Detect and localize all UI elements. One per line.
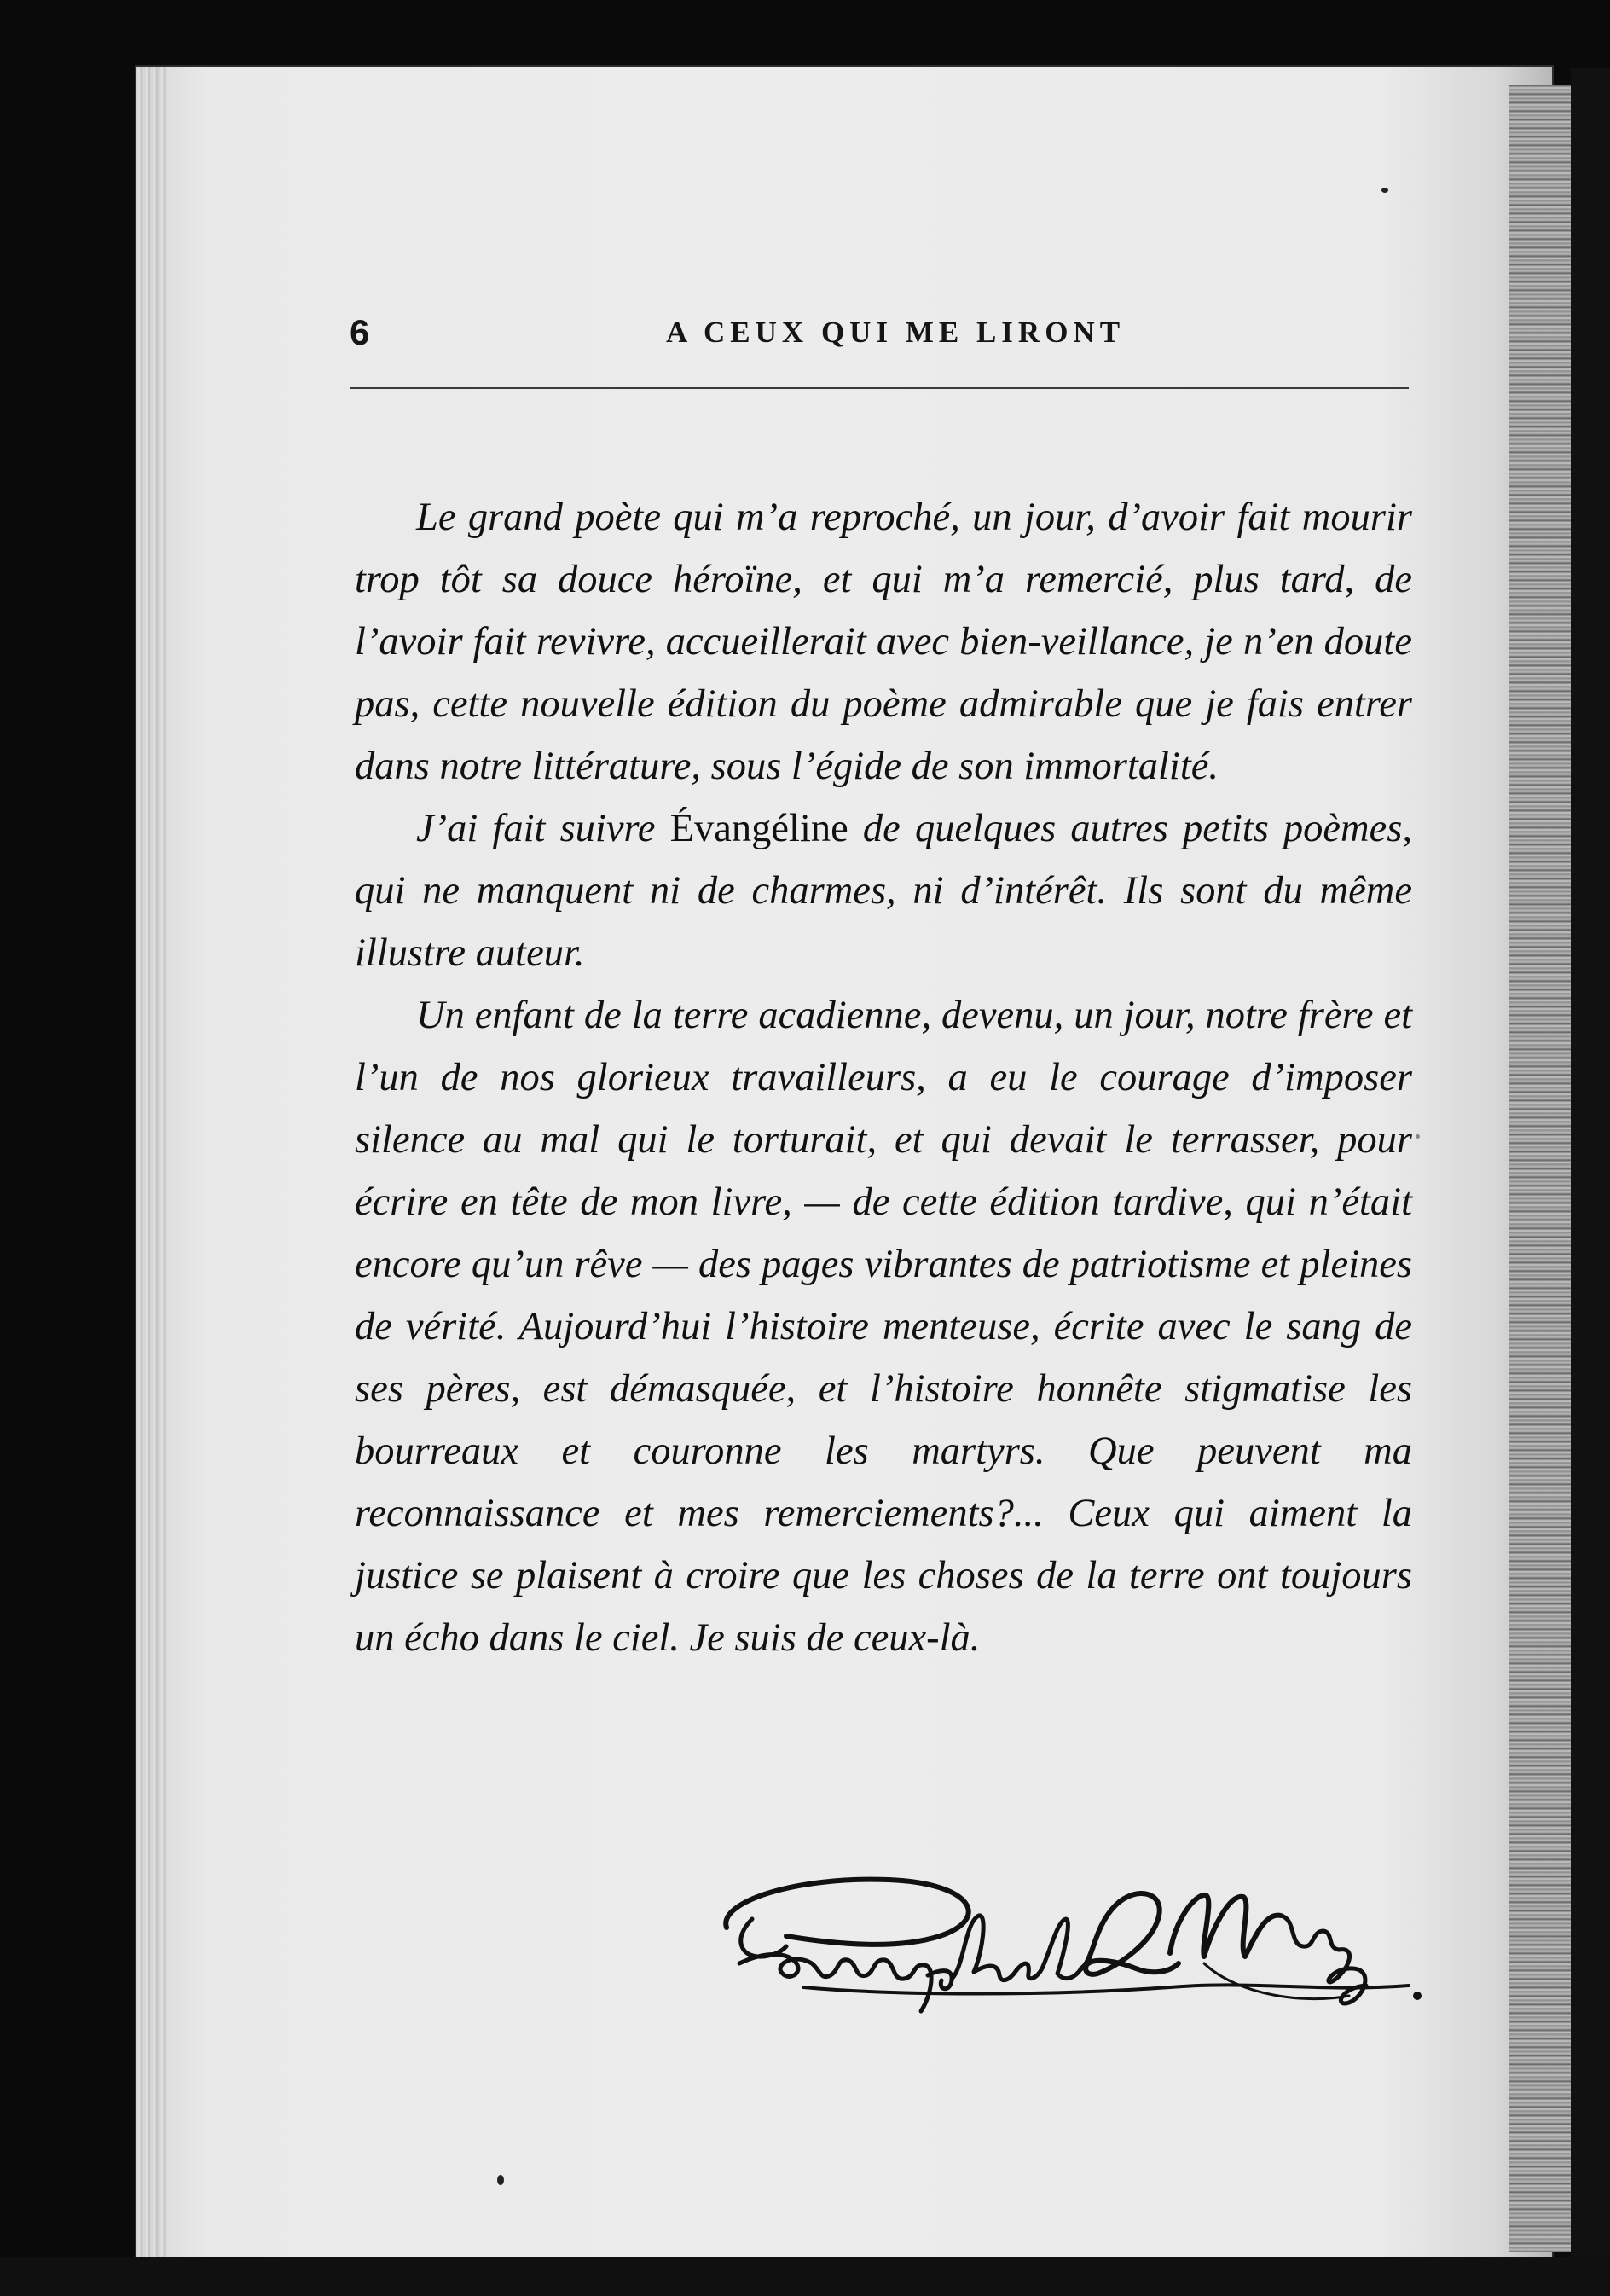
scan-bottom-border bbox=[0, 2257, 1610, 2296]
paragraph-2 bbox=[355, 797, 1412, 984]
header-rule bbox=[350, 387, 1409, 389]
print-speck bbox=[1416, 1134, 1420, 1139]
paragraph-2-end: de quelques autres petits poèmes, qui ne manquent ni de charmes, ni d’intérêt. Ils sont du même illustre auteur. bbox=[355, 807, 1412, 975]
scan-right-border bbox=[1571, 68, 1610, 2296]
running-title: A CEUX QUI ME LIRONT bbox=[665, 316, 1126, 349]
page-number: 6 bbox=[350, 312, 370, 352]
paragraph-2-start: J’ai fait suivre bbox=[416, 807, 670, 850]
handwritten-signature bbox=[692, 1868, 1426, 2030]
work-title: Évangéline bbox=[669, 807, 848, 850]
print-speck bbox=[497, 2175, 504, 2185]
print-speck bbox=[1381, 188, 1388, 193]
page-binding-edge bbox=[136, 67, 167, 2258]
running-head bbox=[350, 312, 1407, 363]
paragraph-1: Le grand poète qui m’a reproché, un jour, d’avoir fait mourir trop tôt sa douce héroïne, et qui m’a remercié, plus tard, de l’avoir fait revivre, accueillerait avec bien-veillance, je n’en doute pas, cette nouvelle édition du poème admirable que je fais entrer dans notre littérature, sous l’égide de son immortalité. bbox=[355, 496, 1412, 788]
body-text bbox=[355, 486, 1412, 1669]
page-fore-edge bbox=[1509, 85, 1579, 2252]
paragraph-3: Un enfant de la terre acadienne, devenu, un jour, notre frère et l’un de nos glorieux travailleurs, a eu le courage d’imposer silence au mal qui le torturait, et qui devait le terrasser, pour écrire en tête de mon livre, — de cette édition tardive, qui n’était encore qu’un rêve — des pages vibrantes de patriotisme et pleines de vérité. Aujourd’hui l’histoire menteuse, écrite avec le sang de ses pères, est démasquée, et l’histoire honnête stigmatise les bourreaux et couronne les martyrs. Que peuvent ma reconnaissance et mes remerciements?... Ceux qui aiment la justice se plaisent à croire que les choses de la terre ont toujours un écho dans le ciel. Je suis de ceux-là. bbox=[355, 994, 1412, 1660]
